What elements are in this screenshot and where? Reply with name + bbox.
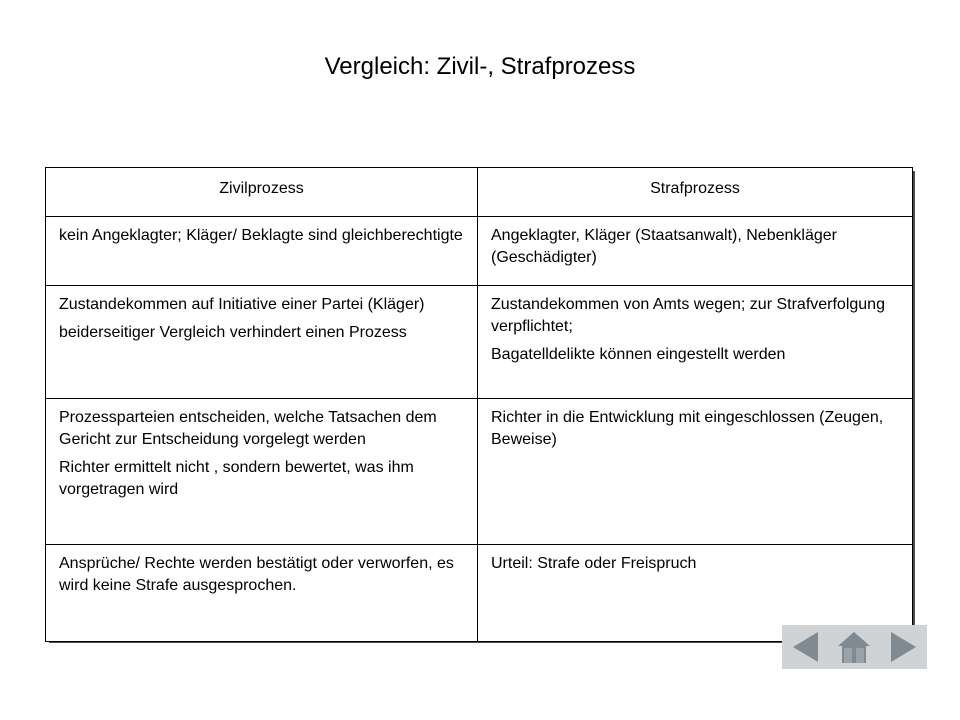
table-cell [46,286,478,399]
cell-text: Zustandekommen auf Initiative einer Partei (Kläger) [59,296,425,313]
home-button[interactable] [832,627,876,667]
cell-text: Prozessparteien entscheiden, welche Tatsachen dem Gericht zur Entscheidung vorgelegt werden [59,409,437,448]
cell-text: Richter in die Entwicklung mit eingeschlossen (Zeugen, Beweise) [491,409,884,448]
arrow-left-icon [788,629,824,665]
arrow-right-icon [885,629,921,665]
column-header-strafprozess: Strafprozess [478,168,913,217]
table-row [46,399,913,545]
cell-text: Bagatelldelikte können eingestellt werden [491,346,786,363]
column-header-zivilprozess: Zivilprozess [46,168,478,217]
cell-text: Angeklagter, Kläger (Staatsanwalt), Nebenkläger (Geschädigter) [491,227,837,266]
cell-text: kein Angeklagter; Kläger/ Beklagte sind gleichberechtigte [59,227,463,244]
table-cell [46,399,478,545]
cell-text: Zustandekommen von Amts wegen; zur Strafverfolgung verpflichtet; [491,296,885,335]
home-icon [836,629,872,665]
comparison-table [45,167,913,642]
table-row [46,286,913,399]
cell-text: Richter ermittelt nicht , sondern bewertet, was ihm vorgetragen wird [59,459,414,498]
table-row [46,217,913,286]
table-header-row [46,168,913,217]
table-cell [46,545,478,642]
table-cell [478,217,913,286]
cell-text: beiderseitiger Vergleich verhindert einen Prozess [59,324,407,341]
next-slide-button[interactable] [881,627,925,667]
cell-text: Urteil: Strafe oder Freispruch [491,555,697,572]
table-cell [478,399,913,545]
cell-text: Ansprüche/ Rechte werden bestätigt oder verworfen, es wird keine Strafe ausgesprochen. [59,555,454,594]
table-cell [478,286,913,399]
page-title: Vergleich: Zivil-, Strafprozess [324,53,636,80]
table-cell [46,217,478,286]
slide-navigation [782,625,927,669]
previous-slide-button[interactable] [784,627,828,667]
